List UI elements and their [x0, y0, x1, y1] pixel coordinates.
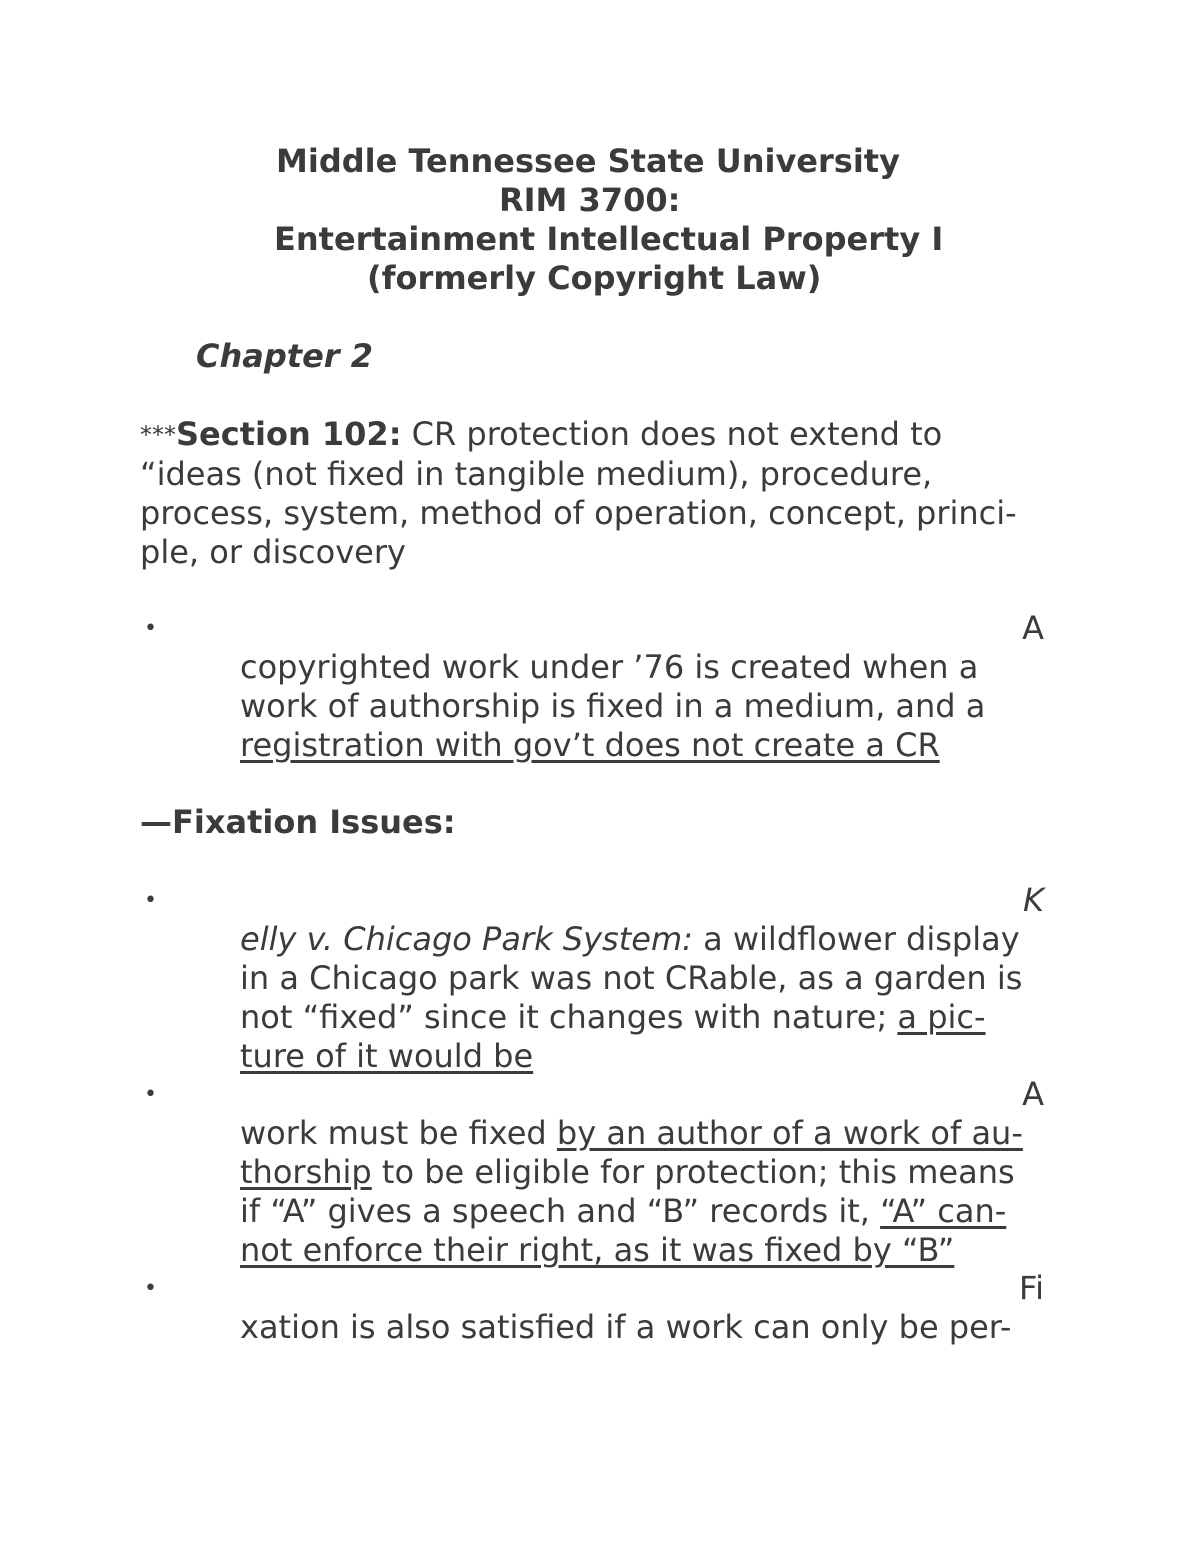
- bullet-line: [240, 920, 1060, 959]
- bullet-text: if “A” gives a speech and “B” records it,: [240, 1192, 881, 1230]
- title-university: Middle Tennessee State University: [276, 142, 900, 180]
- bullet-fixation-perceived: [140, 1269, 1060, 1347]
- bullet-text: a wildflower display: [692, 920, 1020, 958]
- bullet-first-char: A: [1022, 609, 1044, 647]
- bullet-underlined-line: registration with gov’t does not create a CR: [240, 726, 940, 764]
- case-name: elly v. Chicago Park System:: [240, 920, 693, 958]
- bullet-underlined-text: thorship: [240, 1153, 372, 1191]
- title-course-code: RIM 3700:: [499, 181, 681, 219]
- bullet-underlined-line: ture of it would be: [240, 1037, 534, 1075]
- bullet-text: not “fixed” since it changes with nature;: [240, 998, 898, 1036]
- section-line-4: ple, or discovery: [140, 533, 406, 571]
- section-label: Section 102:: [176, 415, 402, 453]
- bullet-underlined-text: “A” can-: [880, 1192, 1007, 1230]
- section-text-1: CR protection does not extend to: [401, 415, 943, 453]
- bullet-copyrighted-work: [140, 609, 1060, 765]
- bullet-author-fixation: [140, 1075, 1060, 1270]
- bullet-text: work must be fixed: [240, 1114, 557, 1152]
- chapter-heading: Chapter 2: [196, 337, 373, 375]
- title-course-name: Entertainment Intellectual Property I: [274, 220, 944, 258]
- bullet-dot: •: [144, 888, 157, 913]
- bullet-kelly-case: [140, 881, 1060, 1076]
- section-line-1: [140, 415, 1060, 455]
- bullet-line: copyrighted work under ’76 is created when a: [240, 648, 979, 686]
- bullet-first-char: K: [1023, 881, 1044, 919]
- bullet-underlined-text: a pic-: [897, 998, 986, 1036]
- section-stars: ***: [140, 421, 176, 449]
- section-line-3: process, system, method of operation, concept, princi-: [140, 494, 1017, 532]
- bullet-first-char: A: [1022, 1075, 1044, 1113]
- section-line-2: “ideas (not fixed in tangible medium), procedure,: [140, 455, 933, 493]
- bullet-text: to be eligible for protection; this means: [371, 1153, 1015, 1191]
- section-102-paragraph: [140, 415, 1060, 572]
- bullet-line: in a Chicago park was not CRable, as a garden is: [240, 959, 1023, 997]
- bullet-first-char: Fi: [1019, 1269, 1044, 1307]
- bullet-dot: •: [144, 1082, 157, 1107]
- fixation-issues-heading: —Fixation Issues:: [140, 803, 456, 841]
- bullet-line: xation is also satisfied if a work can only be per-: [240, 1308, 1012, 1346]
- bullet-line: [240, 998, 1060, 1037]
- bullet-dot: •: [144, 616, 157, 641]
- bullet-dot: •: [144, 1276, 157, 1301]
- bullet-underlined-line: not enforce their right, as it was fixed by “B”: [240, 1231, 955, 1269]
- title-former-name: (formerly Copyright Law): [367, 259, 822, 297]
- bullet-underlined-text: by an author of a work of au-: [556, 1114, 1023, 1152]
- bullet-line: [240, 1114, 1060, 1153]
- bullet-line: [240, 1192, 1060, 1231]
- bullet-line: work of authorship is fixed in a medium, and a: [240, 687, 986, 725]
- bullet-line: [240, 1153, 1060, 1192]
